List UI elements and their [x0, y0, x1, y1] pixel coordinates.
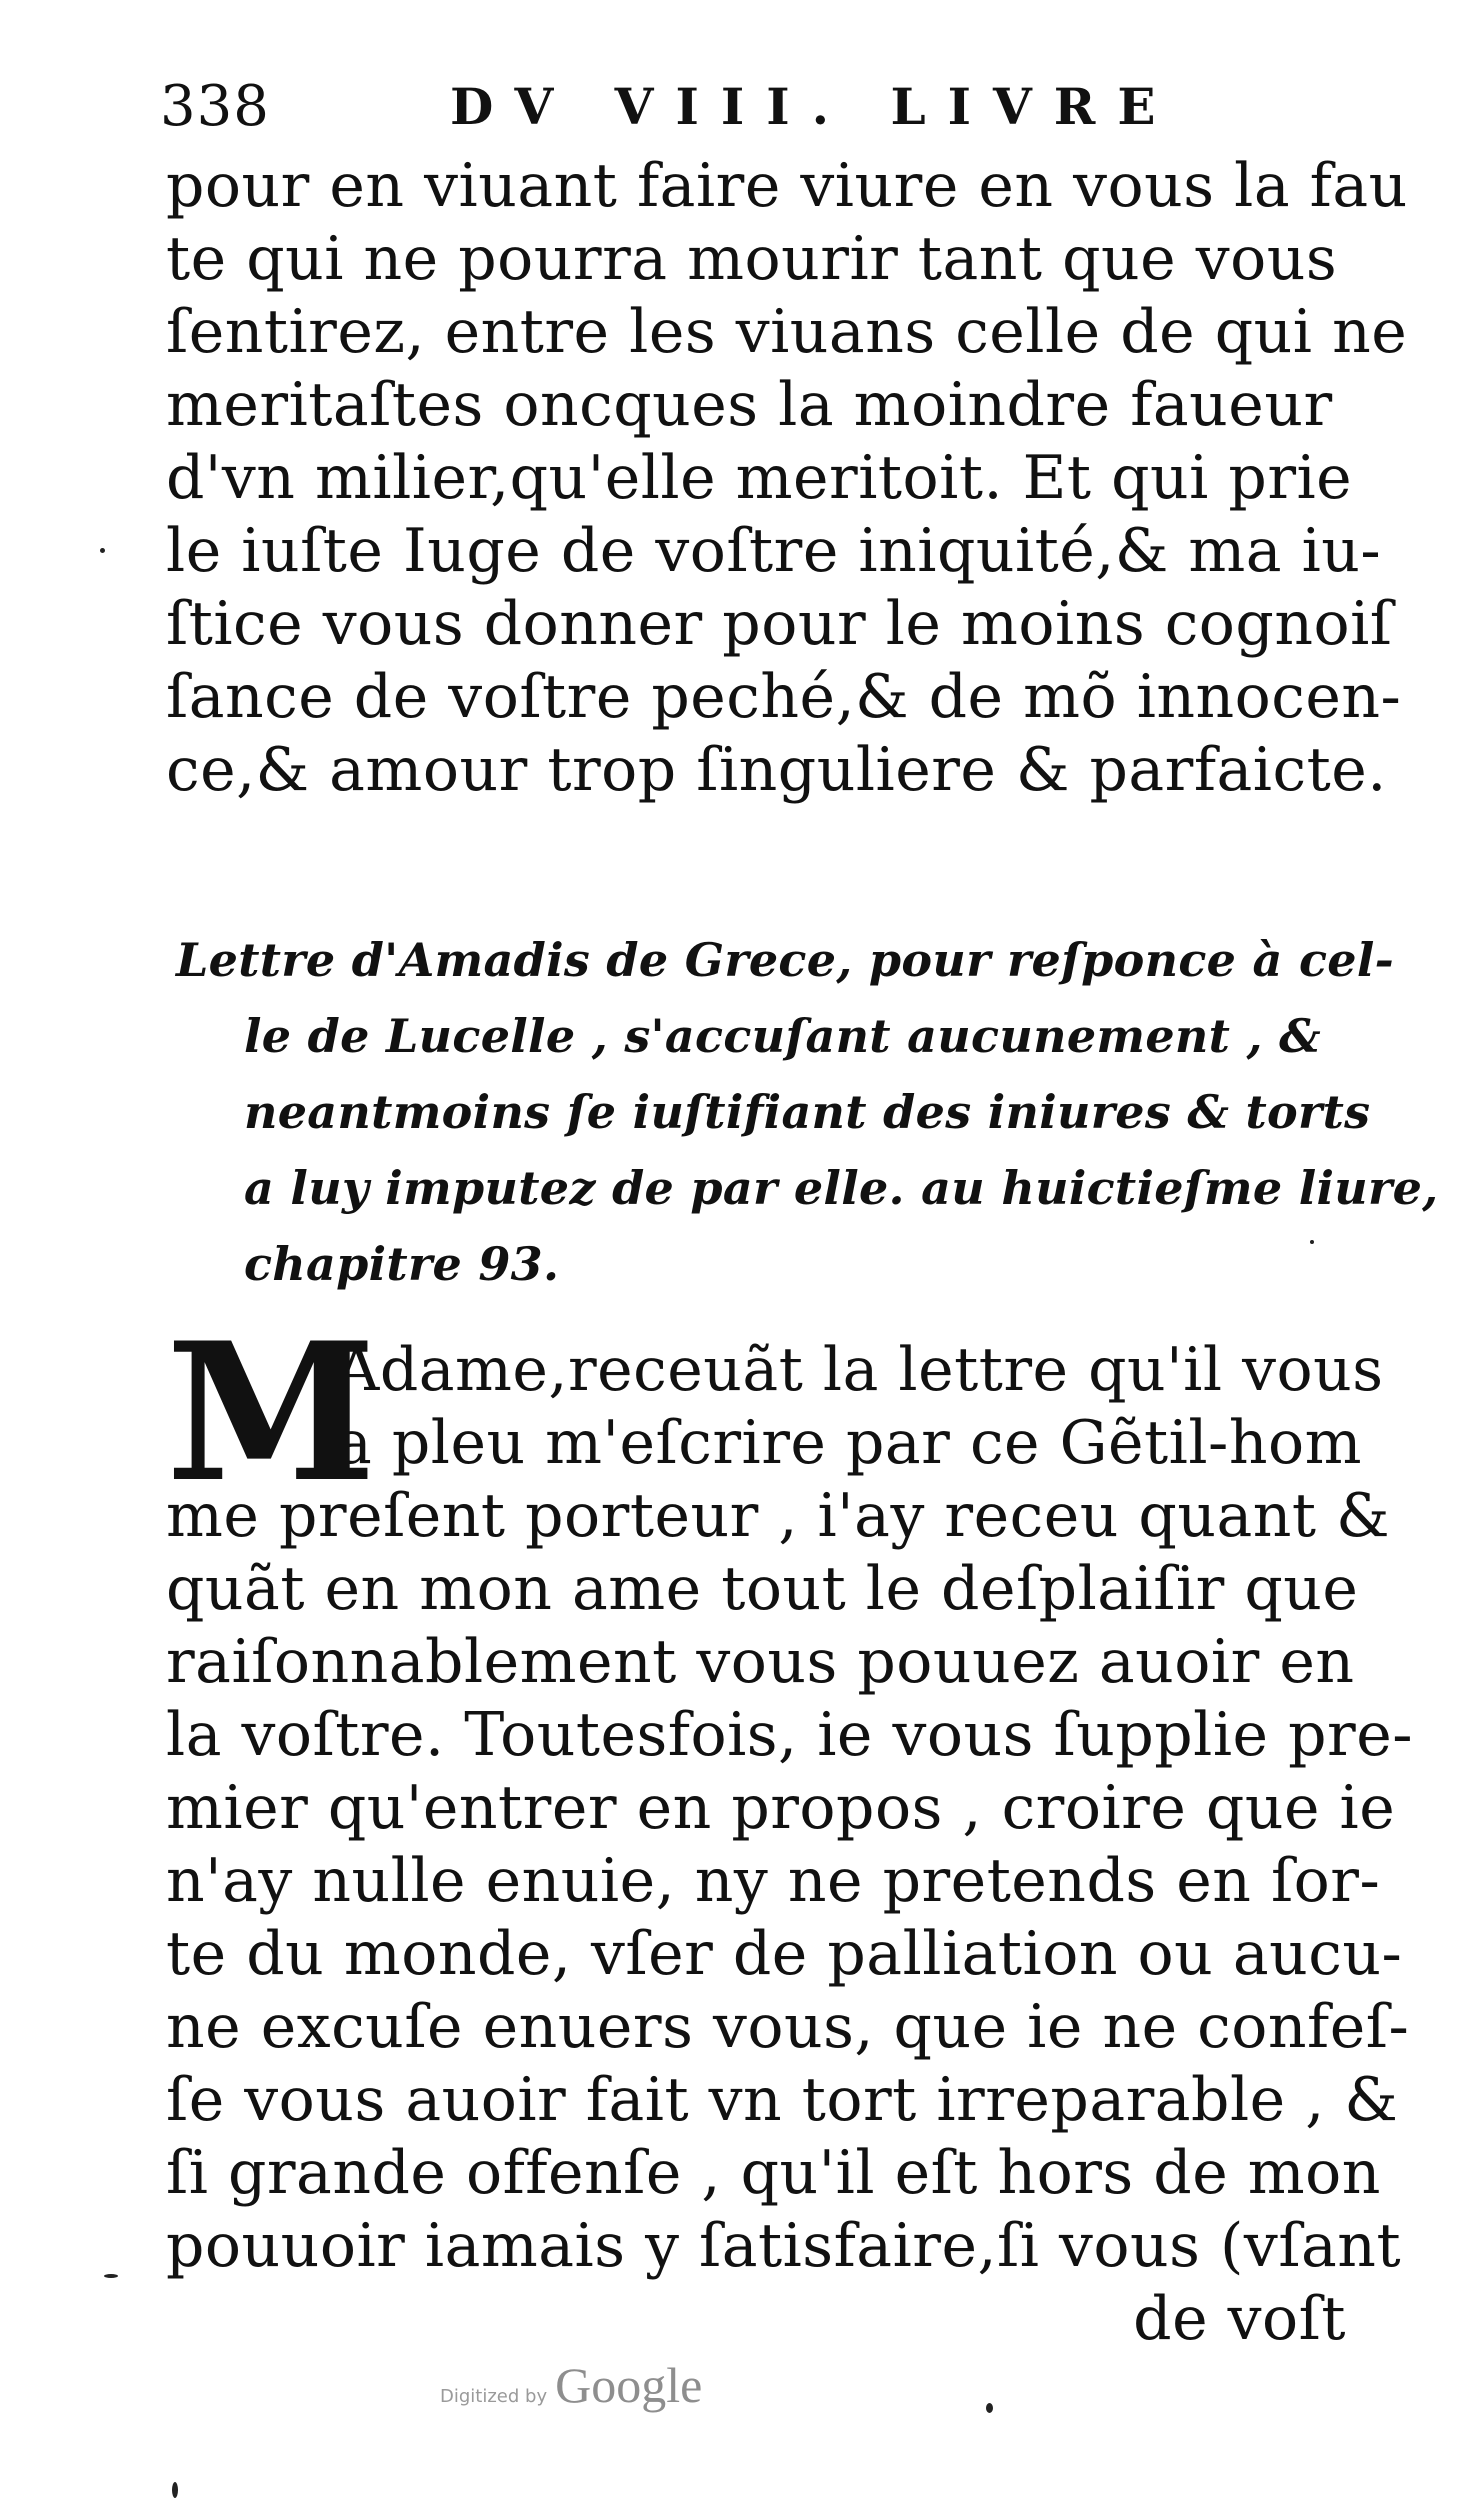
text-line: meritaſtes oncques la moindre faueur: [166, 370, 1333, 440]
heading-line: chapitre 93.: [244, 1237, 560, 1291]
running-head: DV VIII. LIVRE: [450, 77, 1178, 136]
text-line: raiſonnablement vous pouuez auoir en: [166, 1627, 1355, 1697]
text-line: a pleu m'eſcrire par ce Gẽtil-hom: [336, 1408, 1362, 1478]
section-heading: [176, 922, 1439, 1302]
scan-speck: [172, 2482, 178, 2498]
page-number: 338: [160, 74, 270, 139]
digitized-by-google-watermark: [440, 2356, 702, 2416]
text-line: Adame,receuãt la lettre qu'il vous: [336, 1335, 1384, 1405]
letter-body: [166, 1301, 1413, 2356]
scan-speck: [100, 548, 105, 553]
catchword: de voſt: [1133, 2284, 1346, 2354]
page-header: [160, 72, 1380, 142]
text-line: le iuſte Iuge de voſtre iniquité,& ma iu-: [166, 516, 1382, 586]
body-paragraph: [166, 150, 1408, 807]
text-line: pour en viuant faire viure en vous la fau: [166, 151, 1408, 221]
text-line: ſentirez, entre les viuans celle de qui ne: [166, 297, 1408, 367]
drop-cap-initial: M: [166, 1301, 377, 1524]
text-line: quãt en mon ame tout le deſplaiſir que: [166, 1554, 1359, 1624]
watermark-prefix: Digitized by: [440, 2386, 548, 2407]
google-logo: Google: [555, 2357, 703, 2413]
text-line: ce,& amour trop ſinguliere & parfaicte.: [166, 735, 1387, 805]
text-line: ſtice vous donner pour le moins cognoiſ: [166, 589, 1393, 659]
heading-line: le de Lucelle , s'accuſant aucunement , &: [244, 1009, 1321, 1063]
text-line: pouuoir iamais y ſatisfaire,ſi vous (vſant: [166, 2211, 1402, 2281]
text-line: d'vn milier,qu'elle meritoit. Et qui prie: [166, 443, 1353, 513]
scan-speck: [986, 2403, 993, 2413]
scan-speck: [1310, 1240, 1314, 1244]
heading-line: a luy imputez de par elle. au huictieſme liure,: [244, 1161, 1439, 1215]
text-line: te du monde, vſer de palliation ou aucu-: [166, 1919, 1403, 1989]
text-line: ſance de voſtre peché,& de mõ innocen-: [166, 662, 1402, 732]
text-line: ſi grande offenſe , qu'il eſt hors de mon: [166, 2138, 1381, 2208]
text-line: n'ay nulle enuie, ny ne pretends en ſor-: [166, 1846, 1381, 1916]
text-line: mier qu'entrer en propos , croire que ie: [166, 1773, 1396, 1843]
heading-line: neantmoins ſe iuſtifiant des iniures & torts: [244, 1085, 1371, 1139]
text-line: ſe vous auoir fait vn tort irreparable , &: [166, 2065, 1399, 2135]
text-line: me preſent porteur , i'ay receu quant &: [166, 1481, 1390, 1551]
heading-line: Lettre d'Amadis de Grece, pour reſponce à cel-: [176, 933, 1394, 987]
text-line: la voſtre. Toutesfois, ie vous ſupplie pre-: [166, 1700, 1413, 1770]
scan-speck: [104, 2274, 118, 2278]
text-line: te qui ne pourra mourir tant que vous: [166, 224, 1338, 294]
text-line: ne excuſe enuers vous, que ie ne confeſ-: [166, 1992, 1410, 2062]
